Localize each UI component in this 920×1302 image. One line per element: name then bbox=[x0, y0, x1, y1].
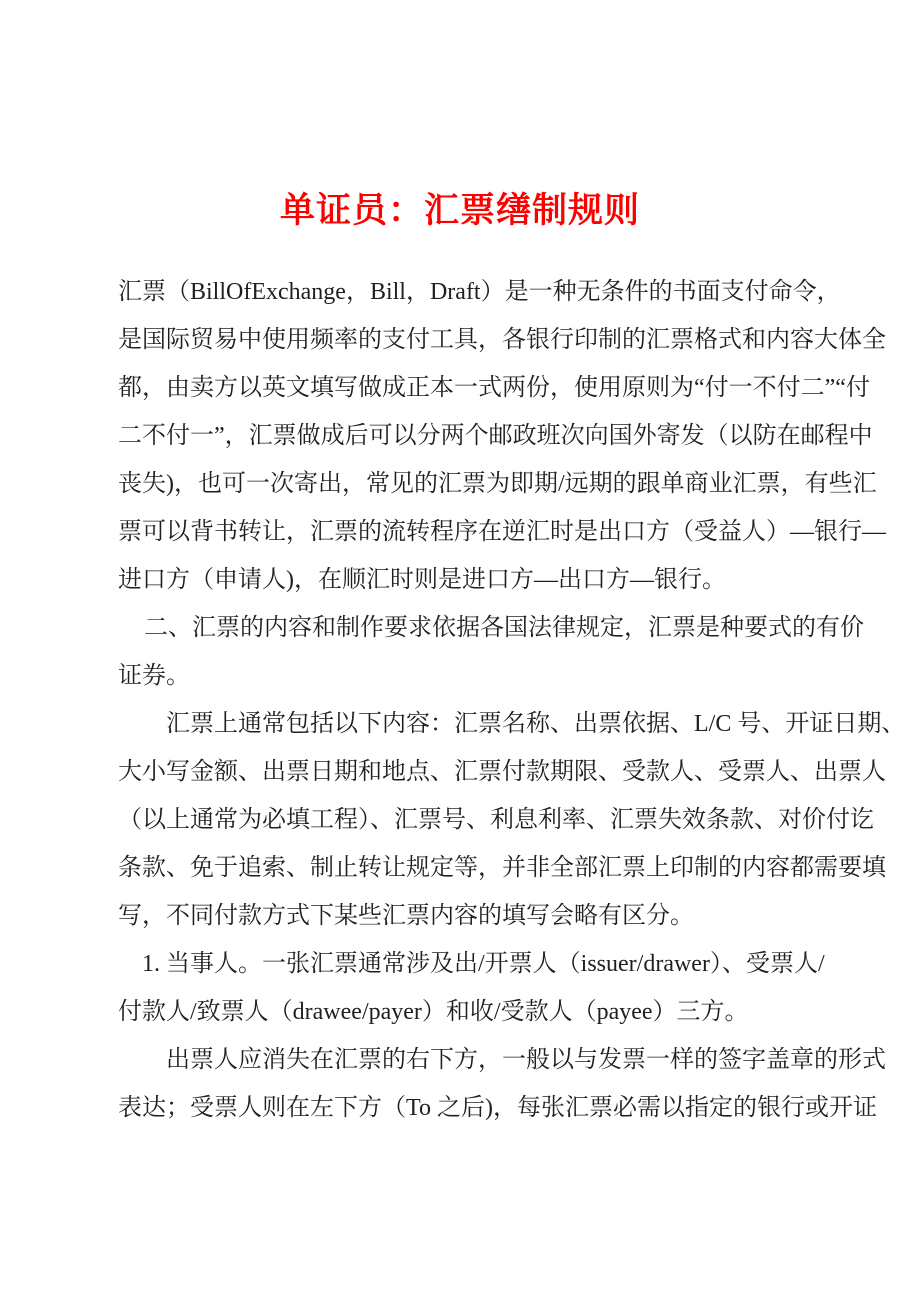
text-line: 写，不同付款方式下某些汇票内容的填写会略有区分。 bbox=[118, 903, 694, 929]
text-line: 1. 当事人。一张汇票通常涉及出/开票人（issuer/drawer）、受票人/ bbox=[142, 951, 825, 977]
text-line: 是国际贸易中使用频率的支付工具，各银行印制的汇票格式和内容大体全 bbox=[118, 327, 886, 353]
text-line: 丧失)，也可一次寄出，常见的汇票为即期/远期的跟单商业汇票，有些汇 bbox=[118, 471, 877, 497]
text-line: 证券。 bbox=[118, 663, 190, 689]
text-line: 付款人/致票人（drawee/payer）和收/受款人（payee）三方。 bbox=[118, 999, 749, 1025]
text-line: 进口方（申请人)，在顺汇时则是进口方—出口方—银行。 bbox=[118, 567, 726, 593]
paragraph bbox=[118, 940, 908, 1036]
paragraph bbox=[118, 268, 908, 604]
text-line: 条款、免于追索、制止转让规定等，并非全部汇票上印制的内容都需要填 bbox=[118, 855, 886, 881]
document-body bbox=[118, 268, 908, 1132]
text-line: 出票人应消失在汇票的右下方，一般以与发票一样的签字盖章的形式 bbox=[166, 1047, 886, 1073]
text-line: 表达；受票人则在左下方（To 之后)，每张汇票必需以指定的银行或开证 bbox=[118, 1095, 877, 1121]
text-line: 汇票（BillOfExchange，Bill，Draft）是一种无条件的书面支付命令， bbox=[118, 279, 841, 305]
text-line: 大小写金额、出票日期和地点、汇票付款期限、受款人、受票人、出票人 bbox=[118, 759, 886, 785]
text-line: （以上通常为必填工程）、汇票号、利息利率、汇票失效条款、对价付讫 bbox=[118, 807, 874, 833]
text-line: 二不付一”，汇票做成后可以分两个邮政班次向国外寄发（以防在邮程中 bbox=[118, 423, 873, 449]
paragraph bbox=[118, 1036, 908, 1132]
paragraph bbox=[118, 604, 908, 700]
text-line: 二、汇票的内容和制作要求依据各国法律规定，汇票是种要式的有价 bbox=[144, 615, 864, 641]
text-line: 都，由卖方以英文填写做成正本一式两份，使用原则为“付一不付二”“付 bbox=[118, 375, 870, 401]
document-title: 单证员：汇票缮制规则 bbox=[279, 191, 640, 231]
paragraph bbox=[118, 700, 908, 940]
text-line: 汇票上通常包括以下内容：汇票名称、出票依据、L/C 号、开证日期、 bbox=[166, 711, 906, 737]
text-line: 票可以背书转让，汇票的流转程序在逆汇时是出口方（受益人）—银行— bbox=[118, 519, 886, 545]
